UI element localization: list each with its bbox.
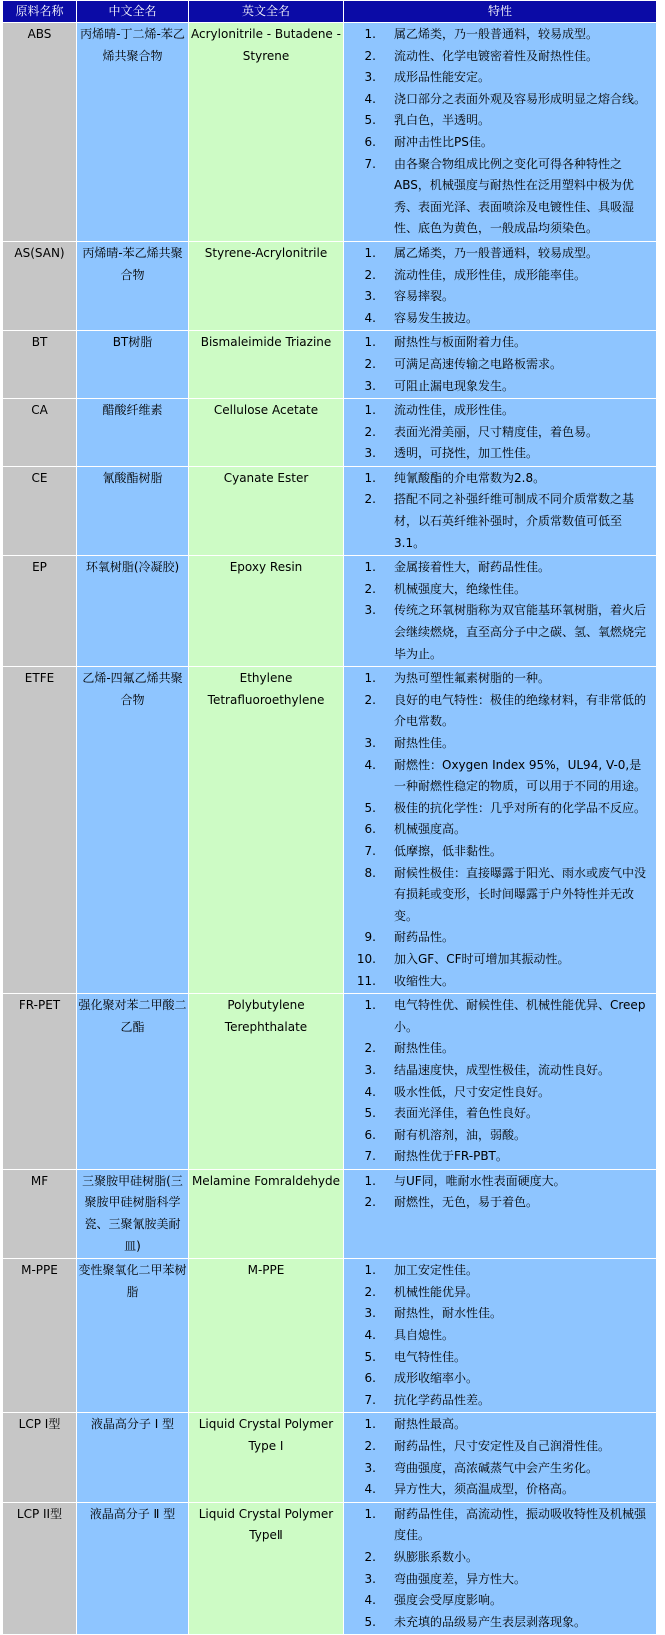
property-text: 良好的电气特性：极佳的绝缘材料，有非常低的介电常数。: [394, 692, 647, 729]
property-text: 乳白色，半透明。: [394, 113, 491, 128]
property-text: 抗化学药品性差。: [394, 1392, 491, 1407]
property-number: 5.: [364, 113, 376, 128]
property-text: 搭配不同之补强纤维可制成不同介质常数之基材，以石英纤维补强时，介质常数值可低至3.1。: [394, 492, 635, 550]
property-text: 异方性大，须高温成型，价格高。: [394, 1482, 575, 1497]
property-text: 金属接着性大，耐药品性佳。: [394, 560, 551, 575]
property-text: 弯曲强度，高浓碱蒸气中会产生劣化。: [394, 1460, 599, 1475]
property-item: [346, 286, 650, 308]
property-item: [346, 468, 650, 490]
english-name: Bismaleimide Triazine: [189, 331, 344, 399]
property-number: 1.: [364, 671, 376, 686]
property-item: [346, 489, 650, 554]
properties-cell: [344, 399, 657, 467]
property-item: [346, 1260, 650, 1282]
property-text: 低摩擦，低非黏性。: [394, 843, 503, 858]
property-item: [346, 154, 650, 240]
property-number: 6.: [364, 822, 376, 837]
property-number: 8.: [364, 865, 376, 880]
property-number: 3.: [364, 70, 376, 85]
property-number: 1.: [364, 1417, 376, 1432]
property-text: 为热可塑性氟素树脂的一种。: [394, 671, 551, 686]
table-row: [3, 241, 657, 330]
table-row: [3, 1413, 657, 1502]
property-text: 机械强度大，绝缘性佳。: [394, 581, 527, 596]
property-text: 流动性佳，成形性佳。: [394, 403, 515, 418]
property-number: 2.: [364, 581, 376, 596]
chinese-name: 变性聚氧化二甲苯树脂: [77, 1259, 189, 1413]
property-number: 4.: [364, 1328, 376, 1343]
property-item: [346, 1368, 650, 1390]
property-item: [346, 863, 650, 928]
property-number: 2.: [364, 1439, 376, 1453]
property-item: [346, 132, 650, 154]
property-item: [346, 1282, 650, 1304]
property-number: 1.: [364, 245, 376, 260]
property-text: 容易发生披边。: [394, 310, 479, 325]
property-text: 耐冲击性比PS佳。: [394, 134, 493, 149]
property-text: 耐热性与板面附着力佳。: [394, 335, 527, 350]
property-number: 3.: [364, 446, 376, 461]
property-item: [346, 949, 650, 971]
english-name: Epoxy Resin: [189, 556, 344, 667]
property-item: [346, 1504, 650, 1547]
table-row: [3, 1502, 657, 1635]
header-chinese-name: 中文全名: [77, 1, 189, 23]
property-number: 4.: [364, 757, 376, 772]
material-code: AS(SAN): [3, 241, 77, 330]
property-number: 2.: [364, 1284, 376, 1299]
property-number: 2.: [364, 356, 376, 371]
property-text: 与UF同，唯耐水性表面硬度大。: [394, 1173, 566, 1188]
material-code: CE: [3, 466, 77, 555]
property-text: 由各聚合物组成比例之变化可得各种特性之ABS，机械强度与耐热性在泛用塑料中极为优秀、表面光泽、表面喷涂及电镀性佳、具吸湿性、底色为黄色，一般成品均须染色。: [394, 156, 635, 236]
property-item: [346, 89, 650, 111]
property-item: [346, 690, 650, 733]
property-item: [346, 1060, 650, 1082]
property-text: 结晶速度快，成型性极佳，流动性良好。: [394, 1062, 611, 1077]
property-item: [346, 1569, 650, 1591]
property-number: 5.: [364, 1349, 376, 1364]
property-text: 耐热性佳。: [394, 1041, 455, 1056]
property-number: 2.: [364, 492, 376, 507]
property-text: 成形品性能安定。: [394, 70, 491, 85]
table-row: [3, 1169, 657, 1258]
property-text: 纵膨胀系数小。: [394, 1549, 479, 1564]
property-item: [346, 1192, 650, 1214]
chinese-name: 氰酸酯树脂: [77, 466, 189, 555]
property-item: [346, 600, 650, 665]
property-text: 耐候性极佳：直接曝露于阳光、雨水或废气中没有损耗或变形，长时间曝露于户外特性并无改变。: [394, 865, 647, 923]
chinese-name: 丙烯晴-丁二烯-苯乙烯共聚合物: [77, 23, 189, 242]
properties-cell: [344, 994, 657, 1170]
property-item: [346, 24, 650, 46]
property-text: 可阻止漏电现象发生。: [394, 378, 515, 393]
properties-cell: [344, 1413, 657, 1502]
english-name: Ethylene Tetrafluoroethylene: [189, 667, 344, 994]
english-name: Styrene-Acrylonitrile: [189, 241, 344, 330]
property-item: [346, 1103, 650, 1125]
property-item: [346, 308, 650, 330]
property-number: 5.: [364, 1614, 376, 1629]
property-item: [346, 841, 650, 863]
properties-cell: [344, 23, 657, 242]
property-item: [346, 971, 650, 993]
property-number: 4.: [364, 91, 376, 106]
header-code: 原料名称: [3, 1, 77, 23]
property-number: 11.: [356, 973, 376, 988]
material-code: ABS: [3, 23, 77, 242]
property-number: 7.: [364, 843, 376, 858]
plastics-table: [2, 0, 657, 1635]
property-text: 耐热性优于FR-PBT。: [394, 1149, 508, 1164]
property-item: [346, 443, 650, 465]
property-text: 耐药品性。: [394, 930, 455, 945]
properties-list: [346, 557, 650, 665]
table-row: [3, 556, 657, 667]
property-number: 3.: [364, 1571, 376, 1586]
property-text: 机械强度高。: [394, 822, 467, 837]
property-text: 属乙烯类，乃一般普通料，较易成型。: [394, 27, 599, 41]
header-english-name: 英文全名: [189, 1, 344, 23]
property-item: [346, 1125, 650, 1147]
property-item: [346, 1390, 650, 1412]
property-item: [346, 755, 650, 798]
properties-list: [346, 1414, 650, 1500]
property-number: 2.: [364, 1549, 376, 1564]
property-text: 电气特性优、耐候性佳、机械性能优异、Creep小。: [394, 998, 646, 1034]
property-text: 耐药品性，尺寸安定性及自己润滑性佳。: [394, 1439, 611, 1453]
properties-list: [346, 1260, 650, 1411]
property-item: [346, 1347, 650, 1369]
english-name: Liquid Crystal Polymer TypeⅡ: [189, 1502, 344, 1635]
property-number: 3.: [364, 1062, 376, 1077]
english-name: Cellulose Acetate: [189, 399, 344, 467]
property-item: [346, 1590, 650, 1612]
property-text: 强度会受厚度影响。: [394, 1593, 503, 1608]
chinese-name: 醋酸纤维素: [77, 399, 189, 467]
property-number: 1.: [364, 335, 376, 350]
property-number: 10.: [356, 951, 376, 966]
english-name: Acrylonitrile - Butadene - Styrene: [189, 23, 344, 242]
material-code: CA: [3, 399, 77, 467]
chinese-name: 环氧树脂(冷凝胶): [77, 556, 189, 667]
property-number: 2.: [364, 48, 376, 63]
property-number: 1.: [364, 998, 376, 1013]
property-item: [346, 557, 650, 579]
property-text: 收缩性大。: [394, 973, 455, 988]
property-text: 电气特性佳。: [394, 1349, 467, 1364]
properties-list: [346, 995, 650, 1168]
table-row: [3, 994, 657, 1170]
property-number: 4.: [364, 1593, 376, 1608]
property-item: [346, 1612, 650, 1634]
property-item: [346, 579, 650, 601]
property-item: [346, 110, 650, 132]
property-number: 3.: [364, 603, 376, 618]
property-item: [346, 46, 650, 68]
property-text: 浇口部分之表面外观及容易形成明显之熔合线。: [394, 91, 647, 106]
properties-list: [346, 668, 650, 992]
property-text: 具自熄性。: [394, 1328, 455, 1343]
property-item: [346, 1436, 650, 1458]
property-text: 属乙烯类，乃一般普通料，较易成型。: [394, 245, 599, 260]
properties-list: [346, 400, 650, 465]
property-number: 7.: [364, 156, 376, 171]
property-item: [346, 1303, 650, 1325]
property-number: 4.: [364, 1482, 376, 1497]
property-text: 表面光滑美丽，尺寸精度佳，着色易。: [394, 424, 599, 439]
properties-list: [346, 24, 650, 240]
property-item: [346, 265, 650, 287]
property-text: 耐燃性：Oxygen Index 95%，UL94, V-0,是一种耐燃性稳定的物质，可以用于不同的用途。: [394, 757, 647, 794]
properties-cell: [344, 1502, 657, 1635]
property-item: [346, 1038, 650, 1060]
property-number: 2.: [364, 692, 376, 707]
property-number: 2.: [364, 424, 376, 439]
material-code: M-PPE: [3, 1259, 77, 1413]
english-name: Liquid Crystal Polymer Type Ⅰ: [189, 1413, 344, 1502]
table-row: [3, 466, 657, 555]
property-number: 6.: [364, 1127, 376, 1142]
property-number: 6.: [364, 134, 376, 149]
property-text: 加工安定性佳。: [394, 1263, 479, 1278]
property-number: 4.: [364, 310, 376, 325]
properties-cell: [344, 466, 657, 555]
property-number: 3.: [364, 1306, 376, 1321]
property-item: [346, 332, 650, 354]
header-row: [3, 1, 657, 23]
properties-list: [346, 1504, 650, 1634]
property-number: 1.: [364, 27, 376, 41]
property-item: [346, 400, 650, 422]
properties-list: [346, 1171, 650, 1214]
property-text: 耐有机溶剂，油，弱酸。: [394, 1127, 527, 1142]
chinese-name: 乙烯-四氟乙烯共聚合物: [77, 667, 189, 994]
property-text: 流动性、化学电镀密着性及耐热性佳。: [394, 48, 599, 63]
table-row: [3, 23, 657, 242]
property-number: 4.: [364, 1084, 376, 1099]
properties-list: [346, 332, 650, 397]
english-name: Melamine Fomraldehyde: [189, 1169, 344, 1258]
property-item: [346, 354, 650, 376]
property-text: 吸水性低，尺寸安定性良好。: [394, 1084, 551, 1099]
property-item: [346, 1458, 650, 1480]
property-number: 3.: [364, 736, 376, 750]
property-number: 6.: [364, 1371, 376, 1386]
property-number: 2.: [364, 1041, 376, 1056]
property-number: 1.: [364, 1506, 376, 1521]
property-text: 表面光泽佳，着色性良好。: [394, 1106, 539, 1121]
header-properties: 特性: [344, 1, 657, 23]
property-item: [346, 422, 650, 444]
property-item: [346, 376, 650, 398]
property-number: 7.: [364, 1149, 376, 1164]
property-number: 3.: [364, 289, 376, 304]
english-name: Cyanate Ester: [189, 466, 344, 555]
property-item: [346, 798, 650, 820]
material-code: FR-PET: [3, 994, 77, 1170]
properties-cell: [344, 1259, 657, 1413]
english-name: Polybutylene Terephthalate: [189, 994, 344, 1170]
properties-cell: [344, 331, 657, 399]
property-text: 耐燃性，无色，易于着色。: [394, 1195, 539, 1210]
table-row: [3, 667, 657, 994]
property-number: 5.: [364, 1106, 376, 1121]
property-number: 7.: [364, 1392, 376, 1407]
property-item: [346, 668, 650, 690]
material-code: LCP II型: [3, 1502, 77, 1635]
property-item: [346, 1171, 650, 1193]
properties-cell: [344, 1169, 657, 1258]
english-name: M-PPE: [189, 1259, 344, 1413]
property-text: 容易摔裂。: [394, 289, 455, 304]
properties-cell: [344, 667, 657, 994]
property-item: [346, 995, 650, 1038]
property-text: 耐热性佳。: [394, 736, 455, 750]
property-text: 可满足高速传输之电路板需求。: [394, 356, 563, 371]
chinese-name: 丙烯晴-苯乙烯共聚合物: [77, 241, 189, 330]
chinese-name: 强化聚对苯二甲酸二乙酯: [77, 994, 189, 1170]
property-item: [346, 733, 650, 755]
material-code: BT: [3, 331, 77, 399]
property-item: [346, 1547, 650, 1569]
property-text: 耐热性，耐水性佳。: [394, 1306, 503, 1321]
property-number: 1.: [364, 1173, 376, 1188]
property-number: 3.: [364, 1460, 376, 1475]
property-text: 透明，可挠性，加工性佳。: [394, 446, 539, 461]
table-row: [3, 399, 657, 467]
properties-list: [346, 468, 650, 554]
property-text: 极佳的抗化学性：几乎对所有的化学品不反应。: [394, 800, 647, 815]
chinese-name: BT树脂: [77, 331, 189, 399]
property-number: 3.: [364, 378, 376, 393]
property-text: 传统之环氧树脂称为双官能基环氧树脂，着火后会继续燃烧，直至高分子中之碳、氢、氧燃烧完毕为止。: [394, 603, 647, 661]
property-text: 加入GF、CF时可增加其振动性。: [394, 951, 570, 966]
properties-list: [346, 243, 650, 329]
property-item: [346, 67, 650, 89]
property-number: 1.: [364, 1263, 376, 1278]
property-item: [346, 1325, 650, 1347]
property-text: 未充填的品级易产生表层剥落现象。: [394, 1614, 587, 1629]
table-row: [3, 1259, 657, 1413]
property-number: 1.: [364, 470, 376, 485]
property-item: [346, 243, 650, 265]
property-text: 纯氰酸酯的介电常数为2.8。: [394, 470, 546, 485]
property-number: 5.: [364, 800, 376, 815]
properties-cell: [344, 241, 657, 330]
properties-cell: [344, 556, 657, 667]
material-code: MF: [3, 1169, 77, 1258]
property-number: 9.: [364, 930, 376, 945]
property-number: 2.: [364, 1195, 376, 1210]
chinese-name: 三聚胺甲硅树脂(三聚胺甲硅树脂科学瓷、三聚氰胺美耐皿): [77, 1169, 189, 1258]
material-code: EP: [3, 556, 77, 667]
property-number: 1.: [364, 560, 376, 575]
chinese-name: 液晶高分子 Ⅰ 型: [77, 1413, 189, 1502]
property-text: 机械性能优异。: [394, 1284, 479, 1299]
property-item: [346, 1146, 650, 1168]
material-code: LCP I型: [3, 1413, 77, 1502]
property-item: [346, 1414, 650, 1436]
property-number: 2.: [364, 267, 376, 282]
property-number: 1.: [364, 403, 376, 418]
property-text: 流动性佳，成形性佳，成形能率佳。: [394, 267, 587, 282]
material-code: ETFE: [3, 667, 77, 994]
property-item: [346, 1479, 650, 1501]
property-text: 耐热性最高。: [394, 1417, 467, 1432]
property-item: [346, 1082, 650, 1104]
property-item: [346, 819, 650, 841]
property-text: 成形收缩率小。: [394, 1371, 479, 1386]
property-item: [346, 927, 650, 949]
property-text: 弯曲强度差，异方性大。: [394, 1571, 527, 1586]
table-row: [3, 331, 657, 399]
chinese-name: 液晶高分子 Ⅱ 型: [77, 1502, 189, 1635]
property-text: 耐药品性佳，高流动性，振动吸收特性及机械强度佳。: [394, 1506, 647, 1543]
